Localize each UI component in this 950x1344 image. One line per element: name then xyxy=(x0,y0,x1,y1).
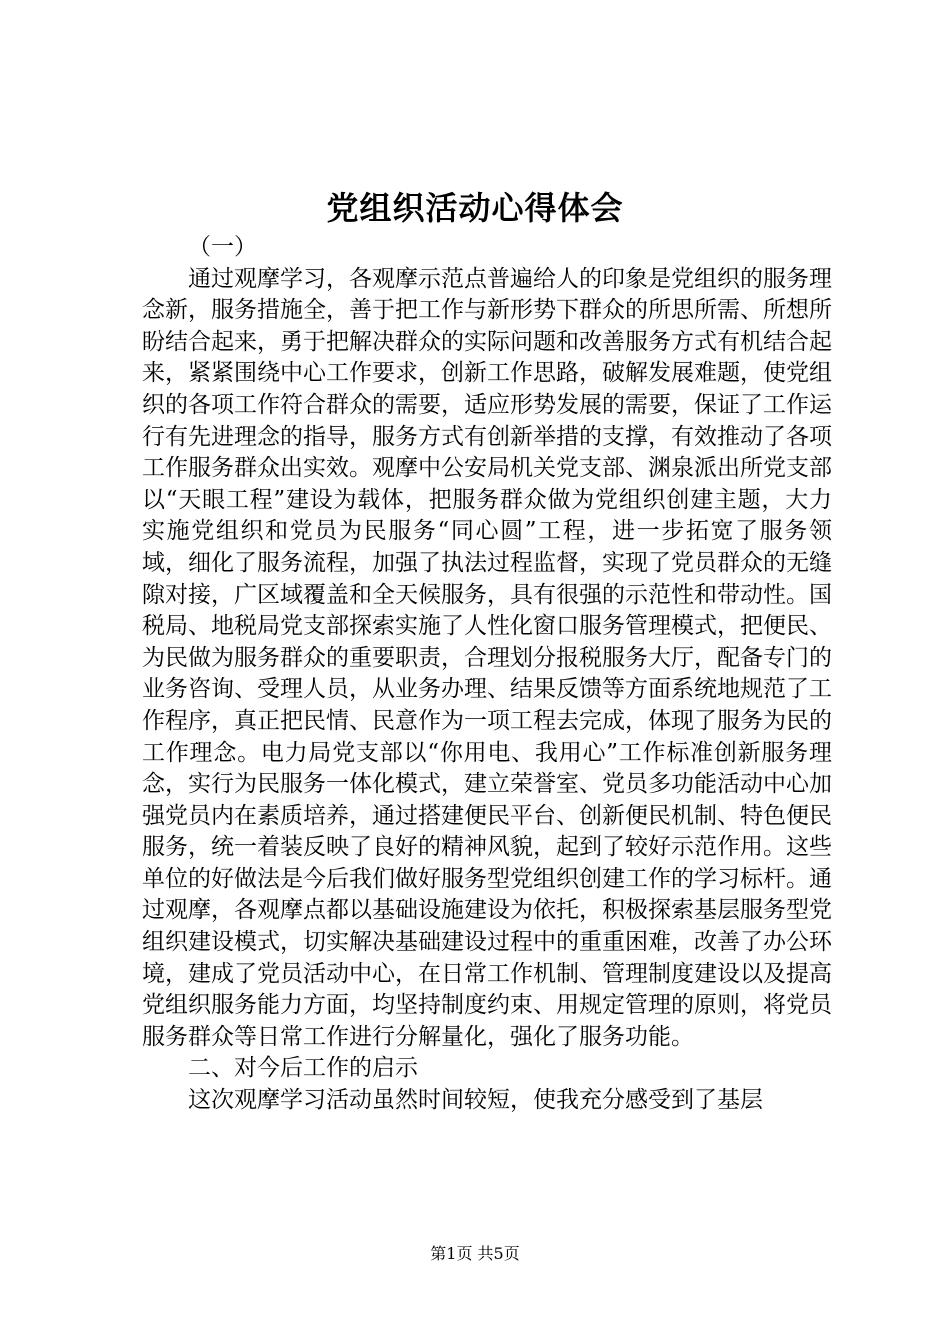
document-body xyxy=(142,232,832,1117)
section-marker: （一） xyxy=(188,234,257,260)
document-title: 党组织活动心得体会 xyxy=(326,189,624,227)
paragraph-2: 这次观摩学习活动虽然时间较短，使我充分感受到了基层 xyxy=(188,1087,763,1114)
section-heading-2: 二、对今后工作的启示 xyxy=(188,1055,418,1082)
paragraph-1: 通过观摩学习，各观摩示范点普遍给人的印象是党组织的服务理念新，服务措施全，善于把工作与新形势下群众的所思所需、所想所盼结合起来，勇于把解决群众的实际问题和改善服务方式有机结合起来，紧紧围绕中心工作要求，创新工作思路，破解发展难题，使党组织的各项工作符合群众的需要，适应形势发展的需要，保证了工作运行有先进理念的指导，服务方式有创新举措的支撑，有效推动了各项工作服务群众出实效。观摩中公安局机关党支部、渊泉派出所党支部以“天眼工程”建设为载体，把服务群众做为党组织创建主题，大力实施党组织和党员为民服务“同心圆”工程，进一步拓宽了服务领域，细化了服务流程，加强了执法过程监督，实现了党员群众的无缝隙对接，广区域覆盖和全天候服务，具有很强的示范性和带动性。国税局、地税局党支部探索实施了人性化窗口服务管理模式，把便民、为民做为服务群众的重要职责，合理划分报税服务大厅，配备专门的业务咨询、受理人员，从业务办理、结果反馈等方面系统地规范了工作程序，真正把民情、民意作为一项工程去完成，体现了服务为民的工作理念。电力局党支部以“你用电、我用心”工作标准创新服务理念，实行为民服务一体化模式，建立荣誉室、党员多功能活动中心加强党员内在素质培养，通过搭建便民平台、创新便民机制、特色便民服务，统一着装反映了良好的精神风貌，起到了较好示范作用。这些单位的好做法是今后我们做好服务型党组织创建工作的学习标杆。通过观摩，各观摩点都以基础设施建设为依托，积极探索基层服务型党组织建设模式，切实解决基础建设过程中的重重困难，改善了办公环境，建成了党员活动中心，在日常工作机制、管理制度建设以及提高党组织服务能力方面，均坚持制度约束、用规定管理的原则，将党员服务群众等日常工作进行分解量化，强化了服务功能。 xyxy=(142,265,832,1050)
page-footer: 第1页 共5页 xyxy=(430,1244,520,1263)
